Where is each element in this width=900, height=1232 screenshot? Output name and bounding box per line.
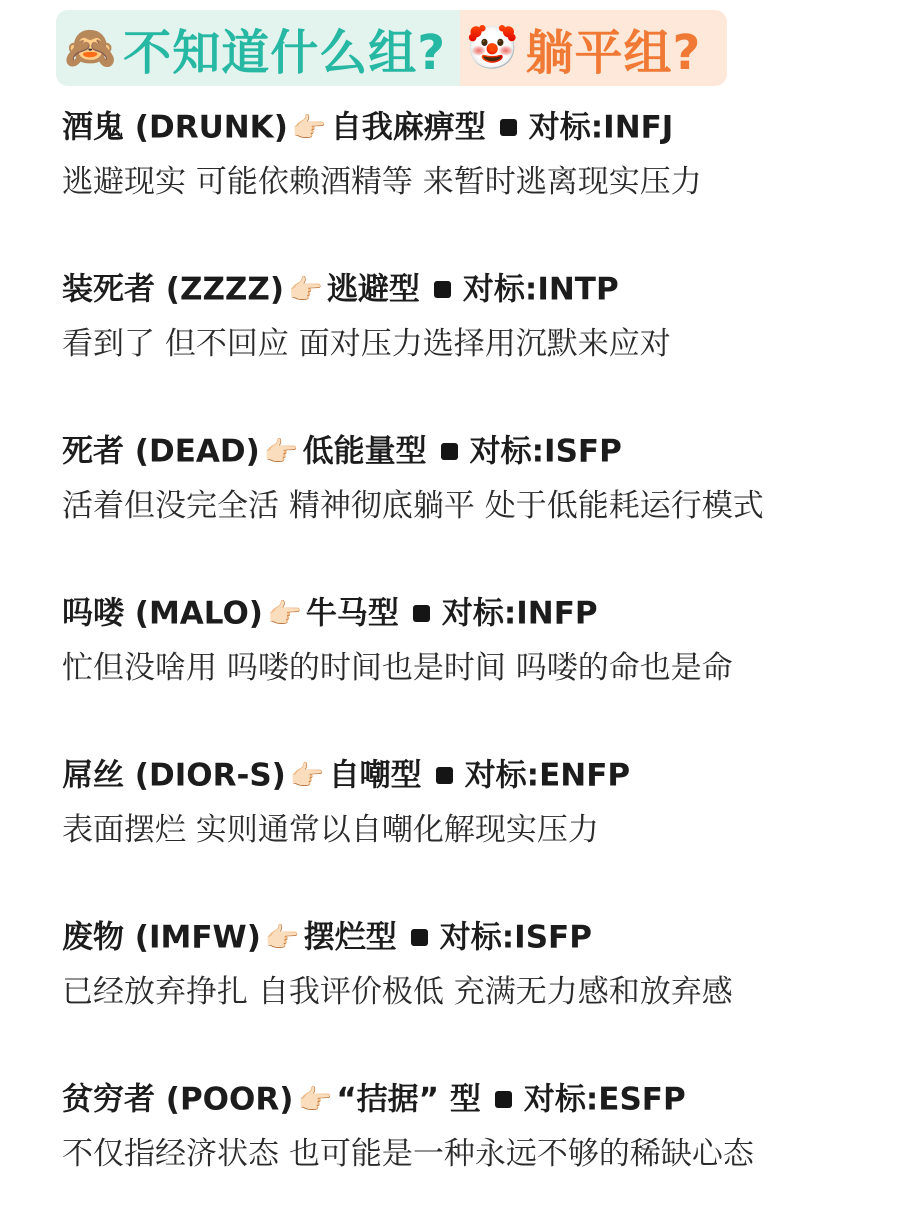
header-right-block [460,10,727,86]
pointing-hand-icon: 👉🏻 [264,920,300,954]
black-square-icon [413,605,430,622]
entry-name: 死者 (DEAD) [62,433,260,470]
entry-list [62,98,892,1232]
entry-title [62,98,892,154]
entry-description: 活着但没完全活 精神彻底躺平 处于低能耗运行模式 [62,488,764,524]
entry-title [62,746,892,802]
pointing-hand-icon: 👉🏻 [297,1082,333,1116]
black-square-icon [436,767,453,784]
header-left-title: 不知道什么组? [123,24,447,81]
entry-mbti: INFJ [603,109,674,146]
list-item [62,1070,892,1232]
entry-description: 忙但没啥用 吗喽的时间也是时间 吗喽的命也是命 [62,650,733,686]
benchmark-label: 对标: [464,757,540,794]
entry-name: 装死者 (ZZZZ) [62,271,285,308]
entry-title [62,260,892,316]
entry-description: 已经放弃挣扎 自我评价极低 充满无力感和放弃感 [62,974,733,1010]
entry-name: 废物 (IMFW) [62,919,261,956]
entry-mbti: ISFP [514,919,592,956]
benchmark-label: 对标: [528,109,604,146]
entry-description: 不仅指经济状态 也可能是一种永远不够的稀缺心态 [62,1136,754,1172]
entry-name: 屌丝 (DIOR-S) [62,757,286,794]
entry-mbti: INFP [516,595,598,632]
see-no-evil-monkey-icon: 🙈 [64,23,118,72]
black-square-icon [500,119,517,136]
list-item [62,260,892,422]
list-item [62,422,892,584]
pointing-hand-icon: 👉🏻 [291,110,327,144]
benchmark-label: 对标: [462,271,538,308]
entry-type: 自嘲型 [328,757,422,794]
entry-type: 逃避型 [326,271,420,308]
benchmark-label: 对标: [441,595,517,632]
list-item [62,908,892,1070]
entry-type: “拮据” 型 [336,1081,481,1118]
header-left-block [56,10,460,86]
benchmark-label: 对标: [469,433,545,470]
entry-name: 酒鬼 (DRUNK) [62,109,288,146]
entry-type: 低能量型 [302,433,427,470]
entry-mbti: INTP [537,271,619,308]
list-item [62,584,892,746]
benchmark-label: 对标: [439,919,515,956]
header-right-title: 躺平组? [525,24,702,81]
entry-type: 摆烂型 [303,919,397,956]
entry-mbti: ESFP [598,1081,686,1118]
pointing-hand-icon: 👉🏻 [266,596,302,630]
pointing-hand-icon: 👉🏻 [263,434,299,468]
entry-description: 看到了 但不回应 面对压力选择用沉默来应对 [62,326,671,362]
entry-title [62,584,892,640]
entry-mbti: ISFP [544,433,622,470]
black-square-icon [441,443,458,460]
page-header [56,10,727,86]
entry-type: 自我麻痹型 [330,109,486,146]
black-square-icon [434,281,451,298]
list-item [62,98,892,260]
pointing-hand-icon: 👉🏻 [289,758,325,792]
black-square-icon [495,1091,512,1108]
entry-title [62,422,892,478]
pointing-hand-icon: 👉🏻 [288,272,323,306]
clown-face-icon: 🤡 [466,23,520,72]
black-square-icon [411,929,428,946]
entry-type: 牛马型 [305,595,399,632]
entry-description: 逃避现实 可能依赖酒精等 来暂时逃离现实压力 [62,164,702,200]
list-item [62,746,892,908]
entry-mbti: ENFP [539,757,631,794]
entry-description: 表面摆烂 实则通常以自嘲化解现实压力 [62,812,599,848]
entry-title [62,1070,892,1126]
entry-name: 吗喽 (MALO) [62,595,263,632]
entry-title [62,908,892,964]
entry-name: 贫穷者 (POOR) [62,1081,294,1118]
benchmark-label: 对标: [523,1081,599,1118]
